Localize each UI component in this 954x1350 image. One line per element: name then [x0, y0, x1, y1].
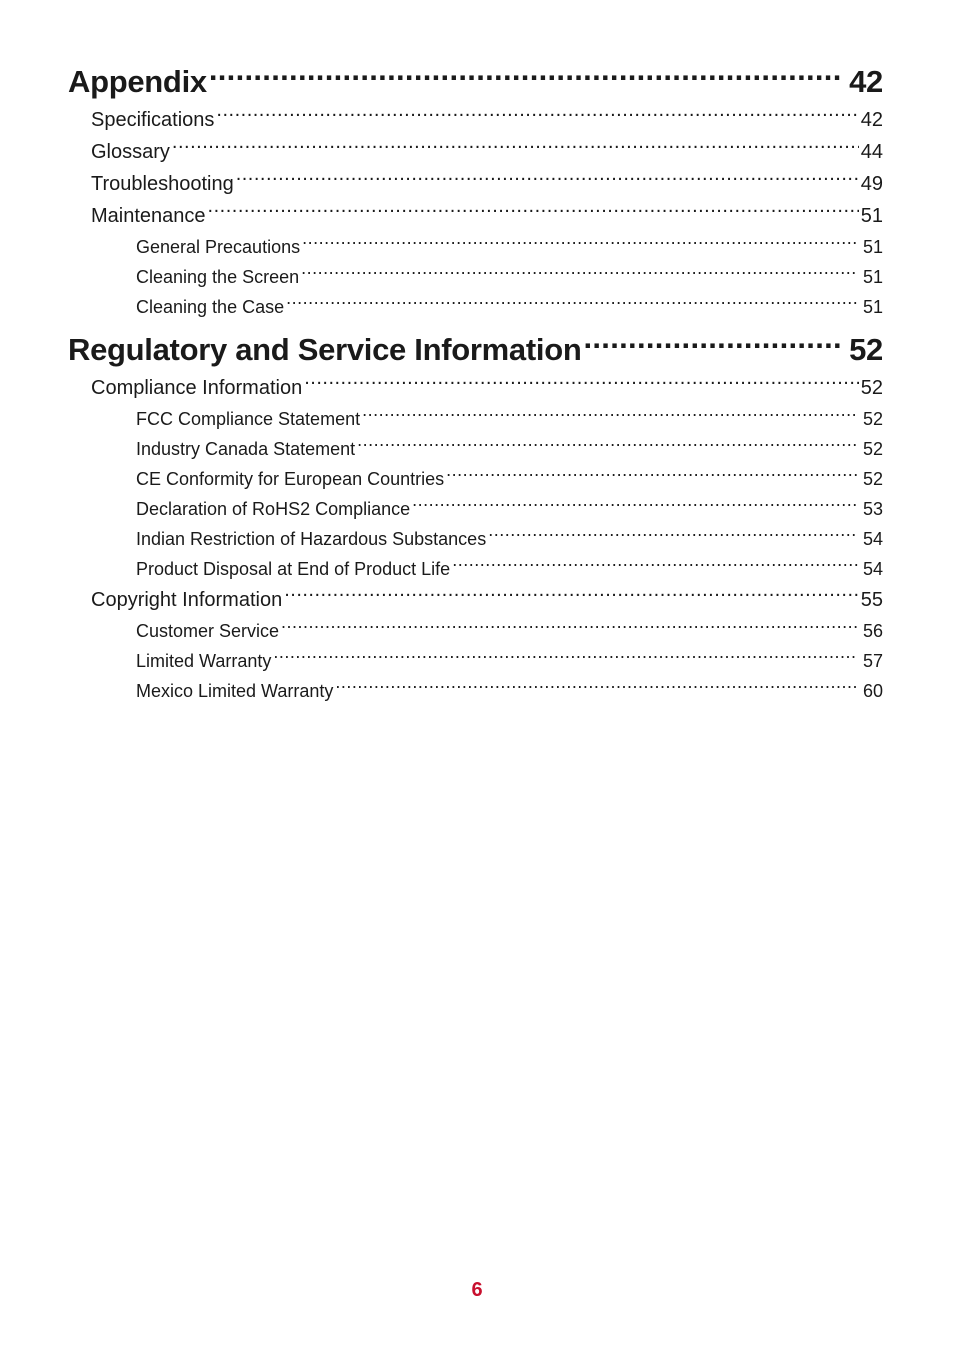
toc-entry-page: 54 [862, 529, 883, 549]
toc-entry-page: 57 [862, 651, 883, 671]
page-number: 6 [471, 1279, 483, 1301]
toc-entry-title: Specifications [91, 109, 215, 131]
toc-entry-troubleshooting[interactable] [68, 168, 883, 200]
toc-entry-title: CE Conformity for European Countries [136, 469, 445, 489]
toc-entry-title: General Precautions [136, 237, 301, 257]
dot-leader [208, 202, 859, 222]
toc-entry-title: Maintenance [91, 205, 206, 227]
table-of-contents [68, 60, 883, 706]
toc-entry-maintenance[interactable] [68, 200, 883, 232]
toc-entry-specifications[interactable] [68, 104, 883, 136]
toc-entry-page: 60 [862, 681, 883, 701]
toc-entry-page: 51 [862, 237, 883, 257]
toc-entry-regulatory-and-service-information[interactable] [68, 328, 883, 372]
toc-entry-title: Cleaning the Case [136, 297, 285, 317]
toc-entry-glossary[interactable] [68, 136, 883, 168]
toc-entry-general-precautions[interactable] [68, 232, 883, 262]
dot-leader [273, 649, 858, 667]
dot-leader [335, 679, 858, 697]
toc-entry-title: Compliance Information [91, 377, 303, 399]
dot-leader [452, 557, 858, 575]
dot-leader [446, 467, 858, 485]
toc-entry-page: 54 [862, 559, 883, 579]
toc-entry-title: Troubleshooting [91, 173, 234, 195]
toc-entry-indian-restriction[interactable] [68, 524, 883, 554]
toc-entry-page: 52 [849, 332, 883, 367]
dot-leader [216, 106, 858, 126]
toc-entry-compliance-information[interactable] [68, 372, 883, 404]
toc-entry-title: Mexico Limited Warranty [136, 681, 334, 701]
toc-entry-industry-canada-statement[interactable] [68, 434, 883, 464]
toc-entry-cleaning-the-case[interactable] [68, 292, 883, 322]
toc-entry-title: Industry Canada Statement [136, 439, 356, 459]
dot-leader [362, 407, 858, 425]
toc-entry-appendix[interactable] [68, 60, 883, 104]
dot-leader [357, 437, 858, 455]
toc-entry-title: Product Disposal at End of Product Life [136, 559, 451, 579]
dot-leader [302, 235, 858, 253]
toc-entry-product-disposal[interactable] [68, 554, 883, 584]
dot-leader [304, 374, 859, 394]
dot-leader [301, 265, 858, 283]
toc-entry-page: 52 [862, 409, 883, 429]
toc-entry-page: 56 [862, 621, 883, 641]
dot-leader [583, 330, 841, 360]
toc-entry-title: Limited Warranty [136, 651, 272, 671]
toc-entry-title: Regulatory and Service Information [68, 332, 582, 367]
dot-leader [209, 62, 841, 92]
dot-leader [412, 497, 858, 515]
toc-entry-ce-conformity[interactable] [68, 464, 883, 494]
toc-entry-page: 52 [862, 439, 883, 459]
toc-entry-title: Indian Restriction of Hazardous Substances [136, 529, 487, 549]
toc-entry-page: 53 [862, 499, 883, 519]
toc-entry-rohs2-compliance[interactable] [68, 494, 883, 524]
dot-leader [488, 527, 858, 545]
toc-entry-title: Declaration of RoHS2 Compliance [136, 499, 411, 519]
toc-entry-title: Glossary [91, 141, 170, 163]
toc-entry-title: Customer Service [136, 621, 280, 641]
toc-entry-cleaning-the-screen[interactable] [68, 262, 883, 292]
toc-entry-title: Appendix [68, 64, 207, 99]
toc-entry-page: 42 [849, 64, 883, 99]
dot-leader [236, 170, 859, 190]
toc-entry-page: 49 [860, 173, 883, 195]
toc-entry-page: 52 [860, 377, 883, 399]
toc-entry-page: 51 [862, 297, 883, 317]
toc-entry-title: Copyright Information [91, 589, 283, 611]
toc-entry-title: FCC Compliance Statement [136, 409, 361, 429]
dot-leader [284, 586, 859, 606]
dot-leader [286, 295, 858, 313]
toc-entry-title: Cleaning the Screen [136, 267, 300, 287]
toc-entry-customer-service[interactable] [68, 616, 883, 646]
toc-entry-limited-warranty[interactable] [68, 646, 883, 676]
toc-entry-page: 42 [860, 109, 883, 131]
toc-entry-fcc-compliance-statement[interactable] [68, 404, 883, 434]
toc-entry-page: 55 [860, 589, 883, 611]
dot-leader [281, 619, 858, 637]
toc-entry-page: 51 [862, 267, 883, 287]
dot-leader [172, 138, 859, 158]
toc-entry-copyright-information[interactable] [68, 584, 883, 616]
toc-entry-page: 51 [860, 205, 883, 227]
toc-entry-page: 44 [860, 141, 883, 163]
toc-entry-mexico-limited-warranty[interactable] [68, 676, 883, 706]
toc-entry-page: 52 [862, 469, 883, 489]
